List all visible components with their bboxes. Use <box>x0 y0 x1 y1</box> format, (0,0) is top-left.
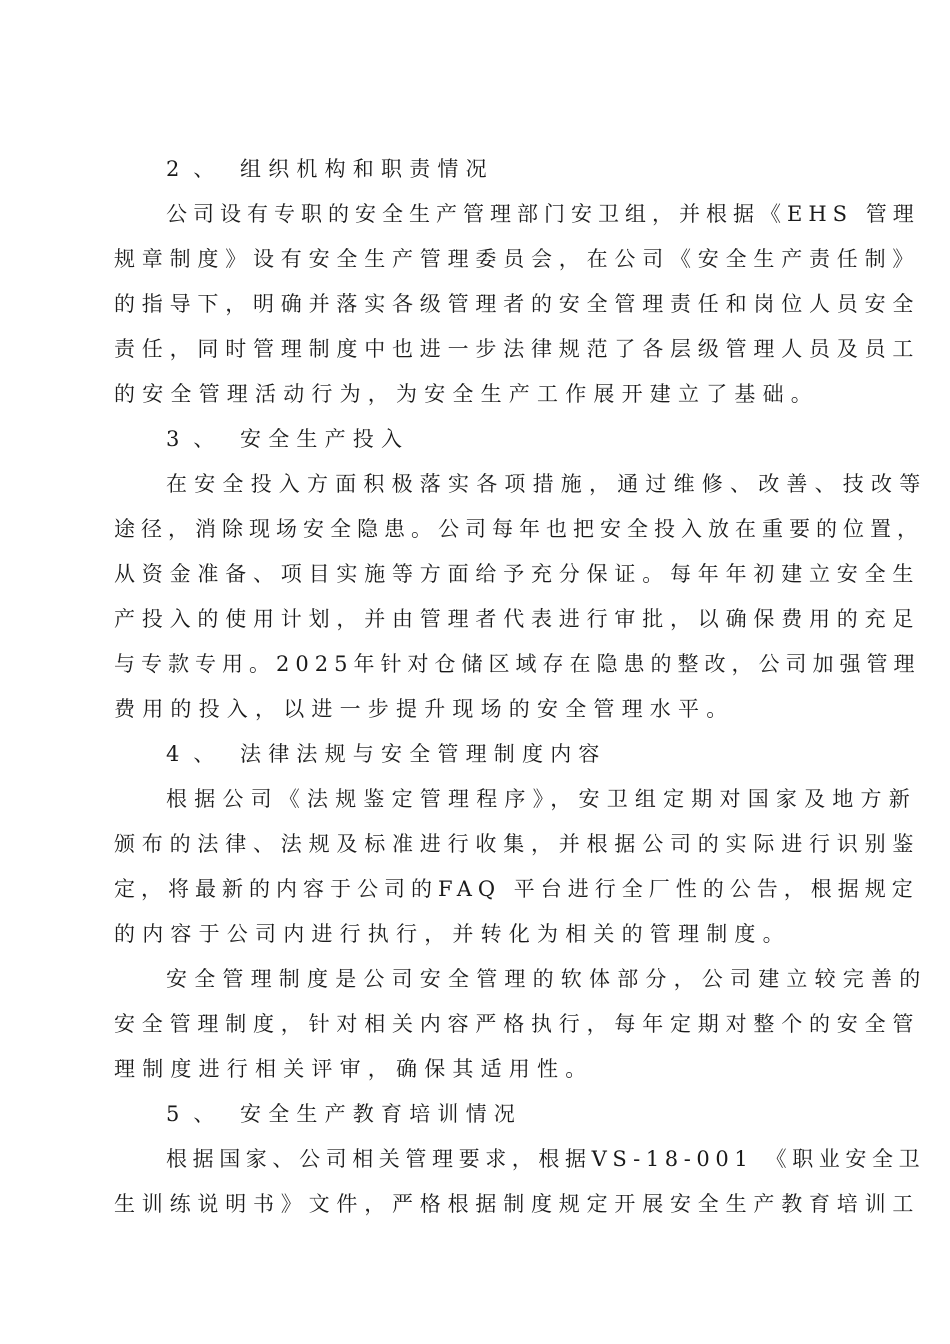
paragraph-line: 费用的投入，以进一步提升现场的安全管理水平。 <box>114 697 735 721</box>
paragraph-line: 安全管理制度，针对相关内容严格执行，每年定期对整个的安全管 <box>114 1012 921 1036</box>
section-heading <box>166 1099 522 1129</box>
paragraph-line: 生训练说明书》文件，严格根据制度规定开展安全生产教育培训工 <box>114 1192 921 1216</box>
paragraph-line: 公司设有专职的安全生产管理部门安卫组，并根据《EHS 管理 <box>166 202 920 226</box>
paragraph-line: 根据公司《法规鉴定管理程序》，安卫组定期对国家及地方新 <box>166 787 917 811</box>
heading-title: 法律法规与安全管理制度内容 <box>240 742 607 766</box>
paragraph-line: 途径，消除现场安全隐患。公司每年也把安全投入放在重要的位置， <box>114 517 924 541</box>
heading-number: 4 <box>166 742 194 766</box>
heading-number: 3 <box>166 427 194 451</box>
heading-separator: 、 <box>193 1102 229 1126</box>
heading-title: 安全生产投入 <box>240 427 410 451</box>
paragraph-line: 理制度进行相关评审，确保其适用性。 <box>114 1057 594 1081</box>
paragraph-line: 规章制度》设有安全生产管理委员会，在公司《安全生产责任制》 <box>114 247 921 271</box>
paragraph-line: 的安全管理活动行为，为安全生产工作展开建立了基础。 <box>114 382 819 406</box>
section-heading <box>166 424 409 454</box>
heading-separator: 、 <box>193 742 229 766</box>
paragraph-line: 与专款专用。2025年针对仓储区域存在隐患的整改，公司加强管理 <box>114 652 921 676</box>
heading-title: 组织机构和职责情况 <box>240 157 494 181</box>
paragraph-line: 颁布的法律、法规及标准进行收集，并根据公司的实际进行识别鉴 <box>114 832 921 856</box>
heading-title: 安全生产教育培训情况 <box>240 1102 522 1126</box>
paragraph-line: 安全管理制度是公司安全管理的软体部分，公司建立较完善的 <box>166 967 928 991</box>
paragraph-line: 在安全投入方面积极落实各项措施，通过维修、改善、技改等 <box>166 472 928 496</box>
paragraph-line: 的内容于公司内进行执行，并转化为相关的管理制度。 <box>114 922 791 946</box>
paragraph-line: 产投入的使用计划，并由管理者代表进行审批，以确保费用的充足 <box>114 607 921 631</box>
heading-number: 2 <box>166 157 194 181</box>
heading-number: 5 <box>166 1102 194 1126</box>
paragraph-line: 从资金准备、项目实施等方面给予充分保证。每年年初建立安全生 <box>114 562 921 586</box>
paragraph-line: 责任，同时管理制度中也进一步法律规范了各层级管理人员及员工 <box>114 337 921 361</box>
paragraph-line: 的指导下，明确并落实各级管理者的安全管理责任和岗位人员安全 <box>114 292 921 316</box>
section-heading <box>166 154 494 184</box>
section-heading <box>166 739 607 769</box>
heading-separator: 、 <box>193 427 229 451</box>
heading-separator: 、 <box>193 157 229 181</box>
paragraph-line: 定，将最新的内容于公司的FAQ 平台进行全厂性的公告，根据规定 <box>114 877 919 901</box>
paragraph-line: 根据国家、公司相关管理要求，根据VS-18-001 《职业安全卫 <box>166 1147 926 1171</box>
